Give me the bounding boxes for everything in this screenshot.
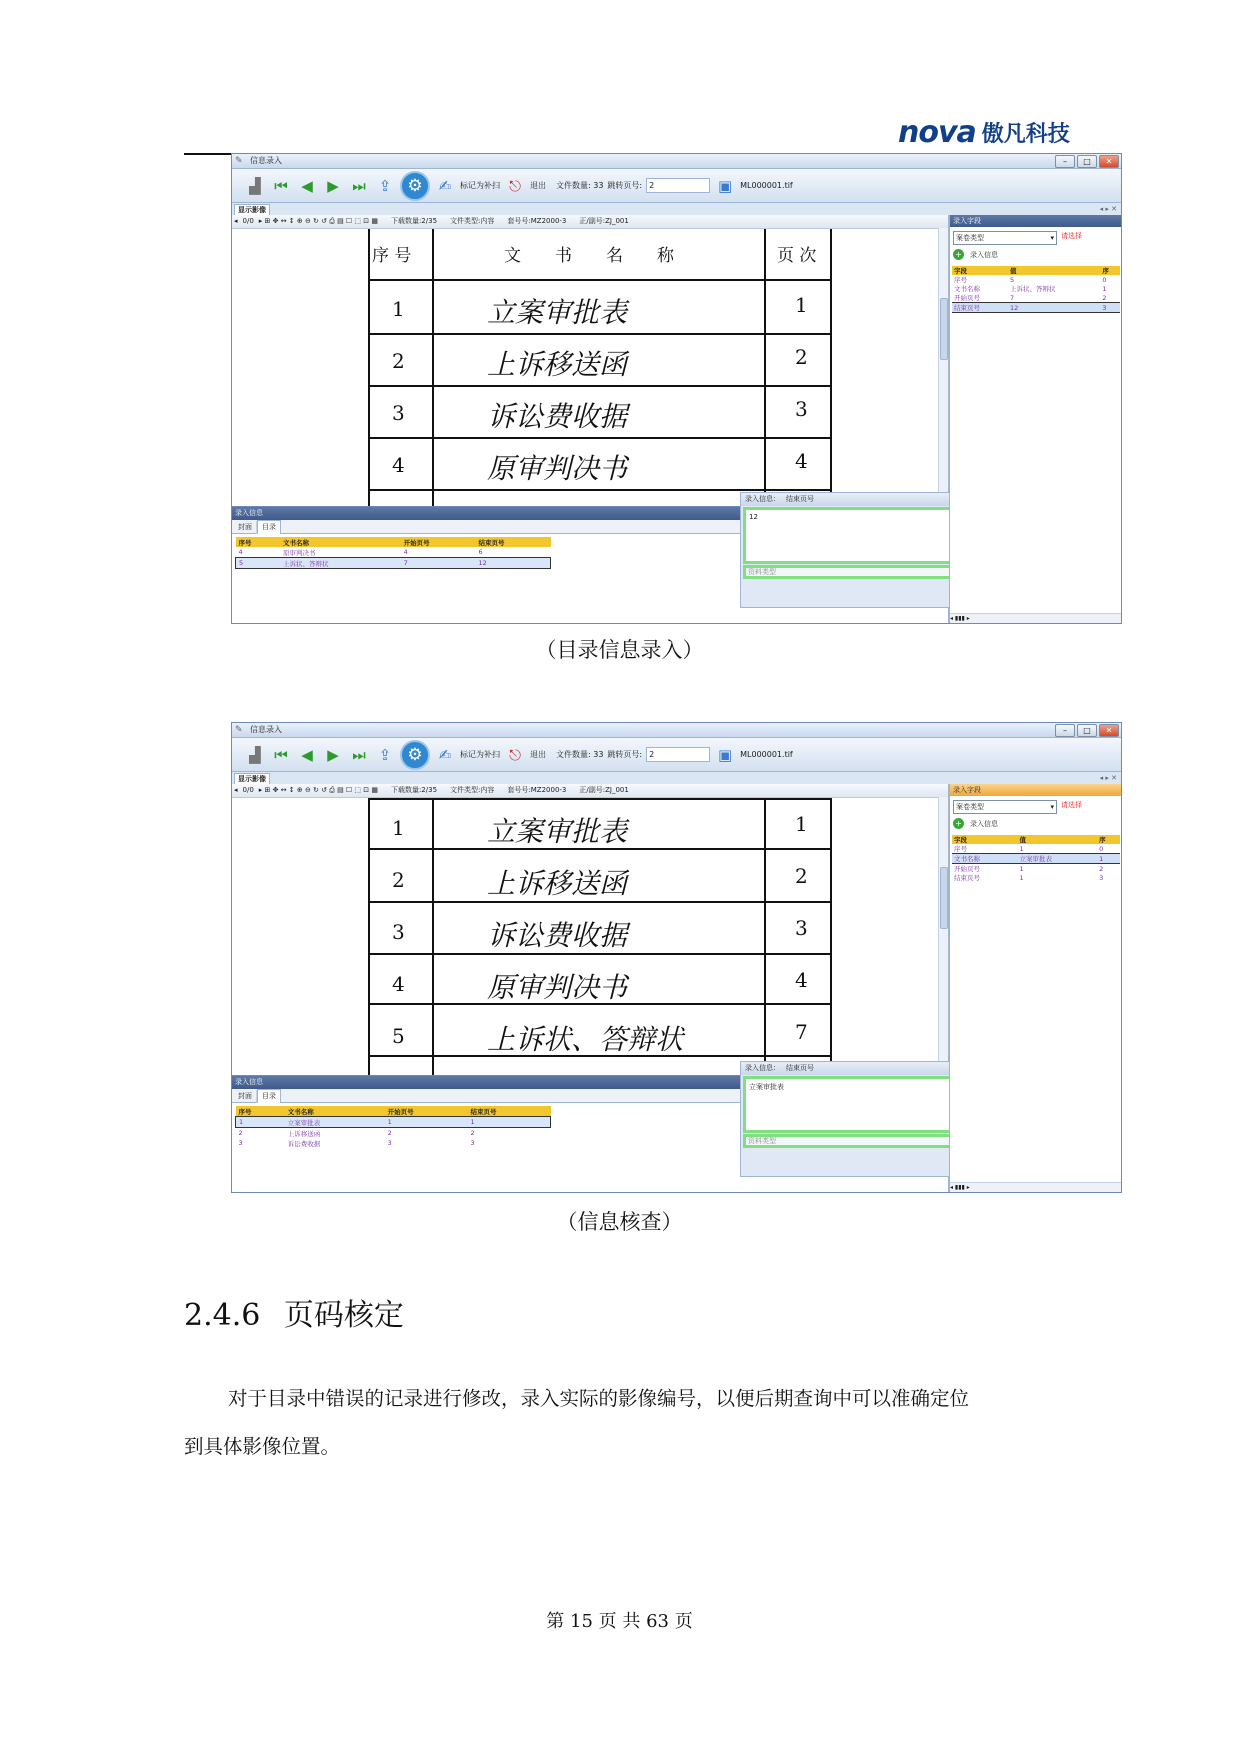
document-tabstrip xyxy=(232,204,1121,215)
catalog-grid-row[interactable] xyxy=(236,1128,551,1139)
jump-page-label: 跳转页号: xyxy=(607,181,643,190)
file-icon: ▣ xyxy=(718,745,733,764)
nav-back-icon[interactable]: ◂ xyxy=(234,786,238,794)
scan-row-name: 诉讼费收据 xyxy=(487,400,628,433)
fields-grid-cell: 1 xyxy=(1019,873,1024,882)
fields-grid-cell: 文书名称 xyxy=(954,285,980,293)
catalog-grid-header: 开始页号 xyxy=(385,1106,468,1117)
scanner-icon[interactable]: ▟ xyxy=(249,176,261,195)
scan-row-page: 1 xyxy=(795,293,808,317)
scan-row-page: 2 xyxy=(795,345,808,369)
scan-grid-line xyxy=(368,798,370,1076)
scan-row-page: 4 xyxy=(795,449,808,473)
scan-header-no: 序 号 xyxy=(372,246,412,266)
scan-header-page: 页 次 xyxy=(777,246,817,266)
fields-grid-row[interactable] xyxy=(952,275,1120,284)
fields-grid-cell: 3 xyxy=(1099,873,1104,882)
scan-grid-line xyxy=(830,798,832,1076)
last-page-icon[interactable]: ⏭ xyxy=(352,745,366,764)
scan-row-page: 3 xyxy=(795,397,808,421)
catalog-grid-cell: 2 xyxy=(470,1129,475,1137)
catalog-grid-header: 文书名称 xyxy=(280,537,401,547)
material-type-placeholder: 资料类型 xyxy=(748,1137,776,1145)
close-icon[interactable]: ✕ xyxy=(1099,155,1119,168)
fields-grid-row[interactable] xyxy=(952,844,1120,854)
catalog-grid-row[interactable] xyxy=(236,547,551,558)
current-filename: ML000001.tif xyxy=(740,181,793,190)
scan-row-number: 1 xyxy=(392,297,405,321)
catalog-grid-header: 开始页号 xyxy=(401,537,476,547)
exit-button[interactable]: 退出 xyxy=(530,750,546,759)
scan-row-number: 2 xyxy=(392,868,405,892)
settings-gear-icon[interactable]: ⚙ xyxy=(400,171,430,201)
scan-row-number: 4 xyxy=(392,972,405,996)
viewer-toolbar xyxy=(232,215,948,229)
company-logo xyxy=(898,112,1070,152)
file-type: 文件类型:内容 xyxy=(450,217,495,225)
catalog-grid-header: 序号 xyxy=(236,537,280,547)
fields-grid-cell: 序号 xyxy=(954,276,967,284)
viewer-zoom-value: 0/0 xyxy=(242,217,254,225)
field-entry-panel xyxy=(949,215,1121,623)
volume-number: 正/副号:ZJ_001 xyxy=(579,786,629,794)
jump-page-input[interactable]: 2 xyxy=(646,178,710,193)
minimize-icon[interactable]: – xyxy=(1055,724,1075,737)
fields-grid-cell: 3 xyxy=(1100,303,1120,313)
case-type-combo[interactable] xyxy=(953,231,1057,245)
catalog-grid-cell: 2 xyxy=(238,1129,243,1137)
minimize-icon[interactable]: – xyxy=(1055,155,1075,168)
scan-row-page: 2 xyxy=(795,864,808,888)
tab-nav-icons[interactable]: ◂ ▸ ✕ xyxy=(1099,774,1117,782)
fields-grid-header: 字段 xyxy=(952,266,1008,275)
catalog-grid-cell: 上诉状、答辩状 xyxy=(280,558,401,569)
scan-row-name: 立案审批表 xyxy=(487,815,628,848)
scan-row-number: 4 xyxy=(392,453,405,477)
catalog-grid-header: 结束页号 xyxy=(468,1106,551,1117)
paragraph-line-2: 到具体影像位置。 xyxy=(184,1435,341,1458)
scan-row-number: 1 xyxy=(392,816,405,840)
scan-row-name: 诉讼费收据 xyxy=(487,919,628,952)
scan-row-name: 上诉状、答辩状 xyxy=(487,1023,684,1056)
file-icon: ▣ xyxy=(718,176,733,195)
fields-grid-cell: 5 xyxy=(1010,275,1015,284)
tab-catalog[interactable]: 目录 xyxy=(257,520,281,534)
scan-grid-line xyxy=(764,798,766,1076)
mark-rescan-icon[interactable]: ✍ xyxy=(438,176,452,195)
scrollbar-thumb[interactable] xyxy=(940,867,948,929)
page-footer: 第 15 页 共 63 页 xyxy=(546,1611,693,1632)
field-entry-title: 录入字段 xyxy=(950,784,1121,796)
entry-info-tabs xyxy=(232,1089,747,1103)
fields-grid-cell: 文书名称 xyxy=(952,854,1017,864)
select-link[interactable]: 请选择 xyxy=(1061,232,1082,240)
caption-catalog-entry: （目录信息录入） xyxy=(535,638,704,662)
fields-grid xyxy=(952,266,1120,313)
catalog-grid-cell: 3 xyxy=(470,1139,475,1147)
catalog-grid-row[interactable] xyxy=(236,1138,551,1148)
catalog-grid-cell: 12 xyxy=(476,558,551,569)
catalog-grid-header: 序号 xyxy=(236,1106,285,1117)
app-icon: ✎ xyxy=(235,725,243,735)
entry-info-button-label: 录入信息 xyxy=(970,820,998,828)
mark-rescan-icon[interactable]: ✍ xyxy=(438,745,452,764)
fields-grid-row[interactable] xyxy=(952,873,1120,882)
entry-info-button[interactable] xyxy=(953,249,1121,261)
catalog-grid-cell: 诉讼费收据 xyxy=(287,1139,321,1148)
main-toolbar xyxy=(232,169,1121,203)
field-entry-title: 录入字段 xyxy=(950,215,1121,227)
case-type-value: 案卷类型 xyxy=(956,803,984,811)
scan-row-page: 4 xyxy=(795,968,808,992)
catalog-grid-cell: 4 xyxy=(403,548,408,556)
scanned-catalog-image xyxy=(232,229,948,507)
scrollbar-thumb[interactable] xyxy=(940,298,948,360)
scan-grid-line xyxy=(368,229,370,507)
scan-grid-line xyxy=(368,437,832,439)
scan-row-number: 2 xyxy=(392,349,405,373)
entry-label: 录入信息： xyxy=(745,1064,780,1072)
tab-show-image[interactable]: 显示影像 xyxy=(234,204,270,216)
scan-row-name: 立案审批表 xyxy=(487,296,628,329)
section-title: 页码核定 xyxy=(283,1298,404,1333)
scan-grid-line xyxy=(830,229,832,507)
scan-row-name: 原审判决书 xyxy=(487,971,628,1004)
document-tabstrip xyxy=(232,773,1121,784)
entry-info-title: 录入信息 xyxy=(232,1076,747,1089)
scan-grid-line xyxy=(432,229,434,507)
fields-grid-cell: 结束页号 xyxy=(954,874,980,882)
catalog-grid-cell: 4 xyxy=(238,548,243,556)
scan-grid-line xyxy=(368,489,832,491)
last-page-icon[interactable]: ⏭ xyxy=(352,176,366,195)
window-titlebar xyxy=(232,723,1121,738)
fields-grid-cell: 0 xyxy=(1102,275,1107,284)
nav-back-icon[interactable]: ◂ xyxy=(234,217,238,225)
catalog-grid-cell: 2 xyxy=(387,1129,392,1137)
jump-page-input[interactable]: 2 xyxy=(646,747,710,762)
fields-grid-cell: 1 xyxy=(1097,854,1120,864)
entry-info-tabs xyxy=(232,520,747,534)
fields-grid-cell: 开始页号 xyxy=(954,865,980,873)
entry-info-button-label: 录入信息 xyxy=(970,251,998,259)
tab-cover[interactable]: 封面 xyxy=(234,1090,257,1103)
section-number: 2.4.6 xyxy=(184,1298,261,1333)
entry-label: 录入信息： xyxy=(745,495,780,503)
scan-row-page: 7 xyxy=(795,1020,808,1044)
scan-row-name: 原审判决书 xyxy=(487,452,628,485)
fields-grid-row[interactable] xyxy=(952,854,1120,864)
upload-icon[interactable]: ⇪ xyxy=(378,745,392,764)
scan-grid-line xyxy=(764,229,766,507)
first-page-icon[interactable]: ⏮ xyxy=(274,176,288,195)
next-page-icon[interactable]: ▶ xyxy=(327,745,339,764)
scan-row-page: 3 xyxy=(795,916,808,940)
fields-grid-header: 序 xyxy=(1097,835,1120,844)
fields-grid-cell: 开始页号 xyxy=(954,294,980,302)
viewer-toolbar xyxy=(232,784,948,798)
fields-horizontal-scrollbar[interactable]: ◂ ▮▮▮ ▸ xyxy=(950,613,1121,623)
main-toolbar xyxy=(232,738,1121,772)
scanner-icon[interactable]: ▟ xyxy=(249,745,261,764)
exit-button[interactable]: 退出 xyxy=(530,181,546,190)
archive-number: 套号号:MZ2000-3 xyxy=(507,217,567,225)
entry-info-panel xyxy=(232,1075,747,1180)
fields-grid-header: 值 xyxy=(1017,835,1097,844)
window-controls xyxy=(1055,724,1119,737)
jump-page-label: 跳转页号: xyxy=(607,750,643,759)
scan-row-number: 3 xyxy=(392,920,405,944)
paragraph-line-1: 对于目录中错误的记录进行修改，录入实际的影像编号，以便后期查询中可以准确定位 xyxy=(228,1387,970,1410)
fields-grid-cell: 1 xyxy=(1019,864,1024,873)
scan-grid-line xyxy=(368,798,832,800)
material-type-placeholder: 资料类型 xyxy=(748,568,776,576)
catalog-grid-cell: 3 xyxy=(387,1139,392,1147)
exit-icon[interactable]: ⎋ xyxy=(509,745,521,764)
fields-grid-cell: 立案审批表 xyxy=(1017,854,1097,864)
viewer-scrollbar[interactable] xyxy=(938,228,948,506)
catalog-grid-cell: 原审判决书 xyxy=(282,548,316,557)
close-icon[interactable]: ✕ xyxy=(1099,724,1119,737)
scan-row-number: 5 xyxy=(392,1024,405,1048)
fields-grid-row[interactable] xyxy=(952,303,1120,313)
app-window-review xyxy=(231,722,1122,1193)
catalog-grid xyxy=(235,537,551,569)
scanned-catalog-image xyxy=(232,798,948,1076)
maximize-icon[interactable]: □ xyxy=(1077,155,1097,168)
tab-catalog[interactable]: 目录 xyxy=(257,1089,281,1103)
scan-header-name: 文 书 名 称 xyxy=(504,246,674,266)
catalog-grid-cell: 1 xyxy=(385,1117,468,1128)
catalog-grid-cell: 7 xyxy=(401,558,476,569)
catalog-grid-row[interactable] xyxy=(236,558,551,569)
app-icon: ✎ xyxy=(235,156,243,166)
download-count: 下载数量:2/35 xyxy=(390,786,438,794)
first-page-icon[interactable]: ⏮ xyxy=(274,745,288,764)
archive-number: 套号号:MZ2000-3 xyxy=(507,786,567,794)
next-page-icon[interactable]: ▶ xyxy=(327,176,339,195)
entry-field-name: 结束页号 xyxy=(786,1064,814,1072)
window-title: 信息录入 xyxy=(250,725,282,734)
fields-grid-header: 值 xyxy=(1008,266,1100,275)
scan-grid-line xyxy=(368,385,832,387)
prev-page-icon[interactable]: ◀ xyxy=(301,745,313,764)
scan-row-name: 上诉移送函 xyxy=(487,348,628,381)
catalog-grid-cell: 上诉移送函 xyxy=(287,1129,321,1138)
file-type: 文件类型:内容 xyxy=(450,786,495,794)
catalog-grid-cell: 1 xyxy=(468,1117,551,1128)
fields-grid-header: 序 xyxy=(1100,266,1120,275)
upload-icon[interactable]: ⇪ xyxy=(378,176,392,195)
fields-grid xyxy=(952,835,1120,882)
viewer-tools-icons[interactable]: ▸ ⊞ ✥ ↔ ↕ ⊕ ⊖ ↻ ↺ ⎙ ▤ ☐ ⬚ ⊡ ▦ xyxy=(258,217,378,225)
catalog-grid xyxy=(235,1106,551,1148)
fields-grid-row[interactable] xyxy=(952,293,1120,303)
window-controls xyxy=(1055,155,1119,168)
prev-page-icon[interactable]: ◀ xyxy=(301,176,313,195)
entry-info-panel xyxy=(232,506,747,611)
catalog-grid-cell: 立案审批表 xyxy=(285,1117,385,1128)
fields-grid-cell: 1 xyxy=(1019,844,1024,853)
maximize-icon[interactable]: □ xyxy=(1077,724,1097,737)
logo-nova-text: nova xyxy=(898,114,976,150)
scan-row-page: 1 xyxy=(795,812,808,836)
select-link[interactable]: 请选择 xyxy=(1061,801,1082,809)
case-type-combo[interactable] xyxy=(953,800,1057,814)
viewer-tools-icons[interactable]: ▸ ⊞ ✥ ↔ ↕ ⊕ ⊖ ↻ ↺ ⎙ ▤ ☐ ⬚ ⊡ ▦ xyxy=(258,786,378,794)
entry-field-name: 结束页号 xyxy=(786,495,814,503)
fields-grid-header: 字段 xyxy=(952,835,1017,844)
viewer-scrollbar[interactable] xyxy=(938,797,948,1075)
entry-info-title: 录入信息 xyxy=(232,507,747,520)
scan-grid-line xyxy=(368,279,832,281)
case-type-value: 案卷类型 xyxy=(956,234,984,242)
fields-grid-cell: 序号 xyxy=(954,845,967,853)
fields-grid-cell: 2 xyxy=(1102,293,1107,302)
fields-grid-cell: 上诉状、答辩状 xyxy=(1010,285,1056,293)
catalog-grid-cell: 6 xyxy=(478,548,483,556)
add-circle-icon: + xyxy=(953,818,964,829)
caption-info-review: （信息核查） xyxy=(556,1210,683,1234)
chevron-down-icon: ▾ xyxy=(1050,234,1054,242)
download-count: 下载数量:2/35 xyxy=(390,217,438,225)
field-entry-panel xyxy=(949,784,1121,1192)
catalog-grid-header: 文书名称 xyxy=(285,1106,385,1117)
logo-company-name: 傲凡科技 xyxy=(981,121,1070,147)
fields-grid-row[interactable] xyxy=(952,864,1120,874)
mark-rescan-button[interactable]: 标记为补扫 xyxy=(460,750,500,759)
entry-value-textarea[interactable]: 立案审批表 xyxy=(743,1076,987,1133)
fields-grid-row[interactable] xyxy=(952,284,1120,293)
tab-nav-icons[interactable]: ◂ ▸ ✕ xyxy=(1099,205,1117,213)
tab-cover[interactable]: 封面 xyxy=(234,521,257,534)
catalog-grid-cell: 1 xyxy=(236,1117,285,1128)
scan-grid-line xyxy=(368,333,832,335)
scan-row-number: 3 xyxy=(392,401,405,425)
file-count-label: 文件数量: 33 xyxy=(556,181,604,190)
mark-rescan-button[interactable]: 标记为补扫 xyxy=(460,181,500,190)
fields-grid-cell: 7 xyxy=(1010,293,1015,302)
fields-grid-cell: 2 xyxy=(1099,864,1104,873)
catalog-grid-cell: 5 xyxy=(236,558,280,569)
fields-grid-cell: 12 xyxy=(1008,303,1100,313)
exit-icon[interactable]: ⎋ xyxy=(509,176,521,195)
window-titlebar xyxy=(232,154,1121,169)
section-heading xyxy=(184,1290,404,1334)
chevron-down-icon: ▾ xyxy=(1050,803,1054,811)
file-count-label: 文件数量: 33 xyxy=(556,750,604,759)
fields-grid-cell: 0 xyxy=(1099,844,1104,853)
settings-gear-icon[interactable]: ⚙ xyxy=(400,740,430,770)
volume-number: 正/副号:ZJ_001 xyxy=(579,217,629,225)
catalog-grid-row[interactable] xyxy=(236,1117,551,1128)
fields-grid-cell: 结束页号 xyxy=(952,303,1008,313)
tab-show-image[interactable]: 显示影像 xyxy=(234,773,270,785)
viewer-zoom-value: 0/0 xyxy=(242,786,254,794)
fields-horizontal-scrollbar[interactable]: ◂ ▮▮▮ ▸ xyxy=(950,1182,1121,1192)
app-window-entry xyxy=(231,153,1122,624)
window-title: 信息录入 xyxy=(250,156,282,165)
catalog-grid-header: 结束页号 xyxy=(476,537,551,547)
fields-grid-cell: 1 xyxy=(1102,284,1107,293)
current-filename: ML000001.tif xyxy=(740,750,793,759)
entry-value-textarea[interactable]: 12 xyxy=(743,507,987,564)
scan-row-name: 上诉移送函 xyxy=(487,867,628,900)
entry-info-button[interactable] xyxy=(953,818,1121,830)
add-circle-icon: + xyxy=(953,249,964,260)
scan-grid-line xyxy=(432,798,434,1076)
catalog-grid-cell: 3 xyxy=(238,1139,243,1147)
